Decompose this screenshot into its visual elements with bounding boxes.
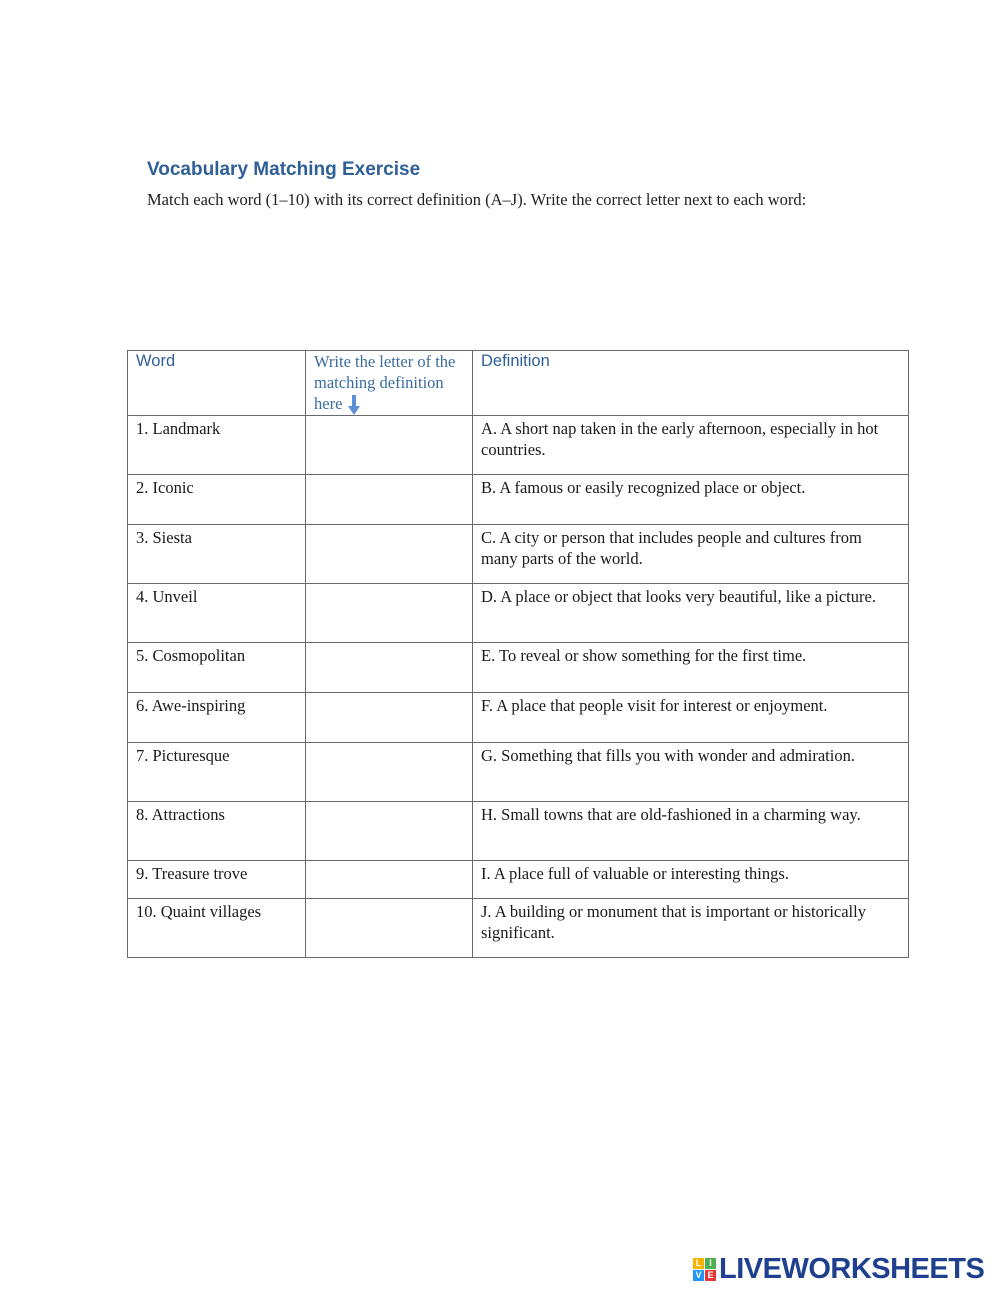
definition-cell: E. To reveal or show something for the first time. [473,643,909,693]
column-header-letter [306,351,473,416]
word-cell: 8. Attractions [128,802,306,861]
answer-cell[interactable] [306,584,473,643]
definition-cell: J. A building or monument that is important or historically significant. [473,899,909,958]
liveworksheets-logo-text: LIVEWORKSHEETS [719,1252,985,1285]
word-cell: 7. Picturesque [128,743,306,802]
word-cell: 6. Awe-inspiring [128,693,306,743]
liveworksheets-logo-mark-icon [693,1258,716,1281]
down-arrow-icon [348,395,360,415]
definition-cell: B. A famous or easily recognized place or object. [473,475,909,525]
table-row [128,743,909,802]
word-cell: 4. Unveil [128,584,306,643]
logo-mark-tile: V [693,1270,704,1281]
table-row [128,525,909,584]
column-header-word: Word [128,351,306,416]
word-cell: 1. Landmark [128,416,306,475]
definition-cell: C. A city or person that includes people and cultures from many parts of the world. [473,525,909,584]
worksheet-title: Vocabulary Matching Exercise [147,159,421,180]
answer-cell[interactable] [306,416,473,475]
worksheet-instructions: Match each word (1–10) with its correct definition (A–J). Write the correct letter next to each word: [147,190,807,209]
table-row [128,802,909,861]
word-cell: 3. Siesta [128,525,306,584]
answer-cell[interactable] [306,525,473,584]
answer-cell[interactable] [306,802,473,861]
word-cell: 5. Cosmopolitan [128,643,306,693]
answer-cell[interactable] [306,899,473,958]
answer-cell[interactable] [306,475,473,525]
definition-cell: A. A short nap taken in the early afternoon, especially in hot countries. [473,416,909,475]
matching-table [127,350,909,958]
definition-cell: I. A place full of valuable or interesting things. [473,861,909,899]
table-row [128,475,909,525]
definition-cell: D. A place or object that looks very beautiful, like a picture. [473,584,909,643]
column-header-definition: Definition [473,351,909,416]
table-row [128,899,909,958]
word-cell: 9. Treasure trove [128,861,306,899]
table-header-row [128,351,909,416]
word-cell: 2. Iconic [128,475,306,525]
liveworksheets-logo [693,1254,984,1284]
definition-cell: G. Something that fills you with wonder and admiration. [473,743,909,802]
answer-cell[interactable] [306,861,473,899]
answer-cell[interactable] [306,643,473,693]
word-cell: 10. Quaint villages [128,899,306,958]
logo-mark-tile: E [705,1270,716,1281]
answer-cell[interactable] [306,743,473,802]
table-row [128,584,909,643]
answer-cell[interactable] [306,693,473,743]
definition-cell: H. Small towns that are old-fashioned in a charming way. [473,802,909,861]
table-row [128,861,909,899]
definition-cell: F. A place that people visit for interest or enjoyment. [473,693,909,743]
table-row [128,416,909,475]
table-row [128,643,909,693]
logo-mark-tile: I [705,1258,716,1269]
logo-mark-tile: L [693,1258,704,1269]
table-row [128,693,909,743]
column-header-letter-label: Write the letter of the matching definition here [314,352,456,413]
